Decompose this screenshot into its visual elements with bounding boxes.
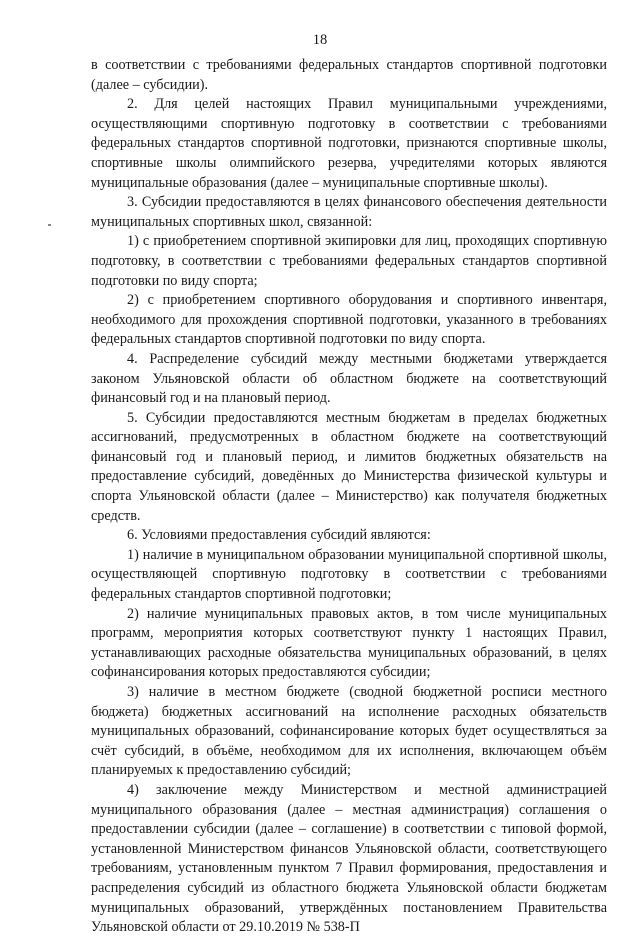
paragraph-6-item-3: 3) наличие в местном бюджете (сводной бюджетной росписи местного бюджета) бюджетных ассигнований на исполнение расходных обязательств муниципальных образований, софинансирование которых будет осуществляться за счёт субсидий, в объёме, необходимом для их исполнения, включающем объём планируемых к предоставлению субсидий; (91, 684, 607, 779)
paragraph-intro-continuation: в соответствии с требованиями федеральных стандартов спортивной подготовки (далее – субсидии). (91, 57, 607, 93)
document-body (91, 56, 607, 938)
paragraph-2: 2. Для целей настоящих Правил муниципальными учреждениями, осуществляющими спортивную подготовку в соответствии с требованиями федеральных стандартов спортивной подготовки, признаются спортивные школы, спортивные школы олимпийского резерва, учредителями которых являются муниципальные образования (далее – муниципальные спортивные школы). (91, 96, 607, 191)
paragraph-3-item-2: 2) с приобретением спортивного оборудования и спортивного инвентаря, необходимого для прохождения спортивной подготовки, указанного в требованиях федеральных стандартов спортивной подготовки по виду спорта. (91, 292, 607, 348)
paragraph-6-item-4: 4) заключение между Министерством и местной администрацией муниципального образования (далее – местная администрация) соглашения о предоставлении субсидии (далее – соглашение) в соответствии с типовой формой, установленной Министерством финансов Ульяновской области, соответствующего требованиям, установленным пунктом 7 Правил формирования, предоставления и распределения субсидий из областного бюджета Ульяновской области бюджетам муниципальных образований, утверждённых постановлением Правительства Ульяновской области от 29.10.2019 № 538-П (91, 781, 607, 936)
paragraph-5: 5. Субсидии предоставляются местным бюджетам в пределах бюджетных ассигнований, предусмотренных в областном бюджете на соответствующий финансовый год и плановый период, и лимитов бюджетных обязательств на предоставление субсидий, доведённых до Министерства физической культуры и спорта Ульяновской области (далее – Министерство) как получателя бюджетных средств. (91, 409, 607, 524)
paragraph-6-item-1: 1) наличие в муниципальном образовании муниципальной спортивной школы, осуществляющей спортивную подготовку в соответствии с требованиями федеральных стандартов спортивной подготовки; (91, 546, 607, 603)
margin-mark (48, 224, 51, 226)
paragraph-6: 6. Условиями предоставления субсидий являются: (127, 527, 431, 544)
paragraph-4: 4. Распределение субсидий между местными бюджетами утверждается законом Ульяновской области об областном бюджете на соответствующий финансовый год и на плановый период. (91, 350, 607, 407)
paragraph-6-item-2: 2) наличие муниципальных правовых актов, в том числе муниципальных программ, мероприятия которых соответствуют пункту 1 настоящих Правил, устанавливающих расходные обязательства муниципальных образований, в целях софинансирования которых предоставляются субсидии; (91, 605, 607, 681)
paragraph-3: 3. Субсидии предоставляются в целях финансового обеспечения деятельности муниципальных спортивных школ, связанной: (91, 194, 607, 230)
page-number: 18 (312, 32, 328, 48)
paragraph-3-item-1: 1) с приобретением спортивной экипировки для лиц, проходящих спортивную подготовку, в соответствии с требованиями федеральных стандартов спортивной подготовки по виду спорта; (91, 233, 607, 289)
